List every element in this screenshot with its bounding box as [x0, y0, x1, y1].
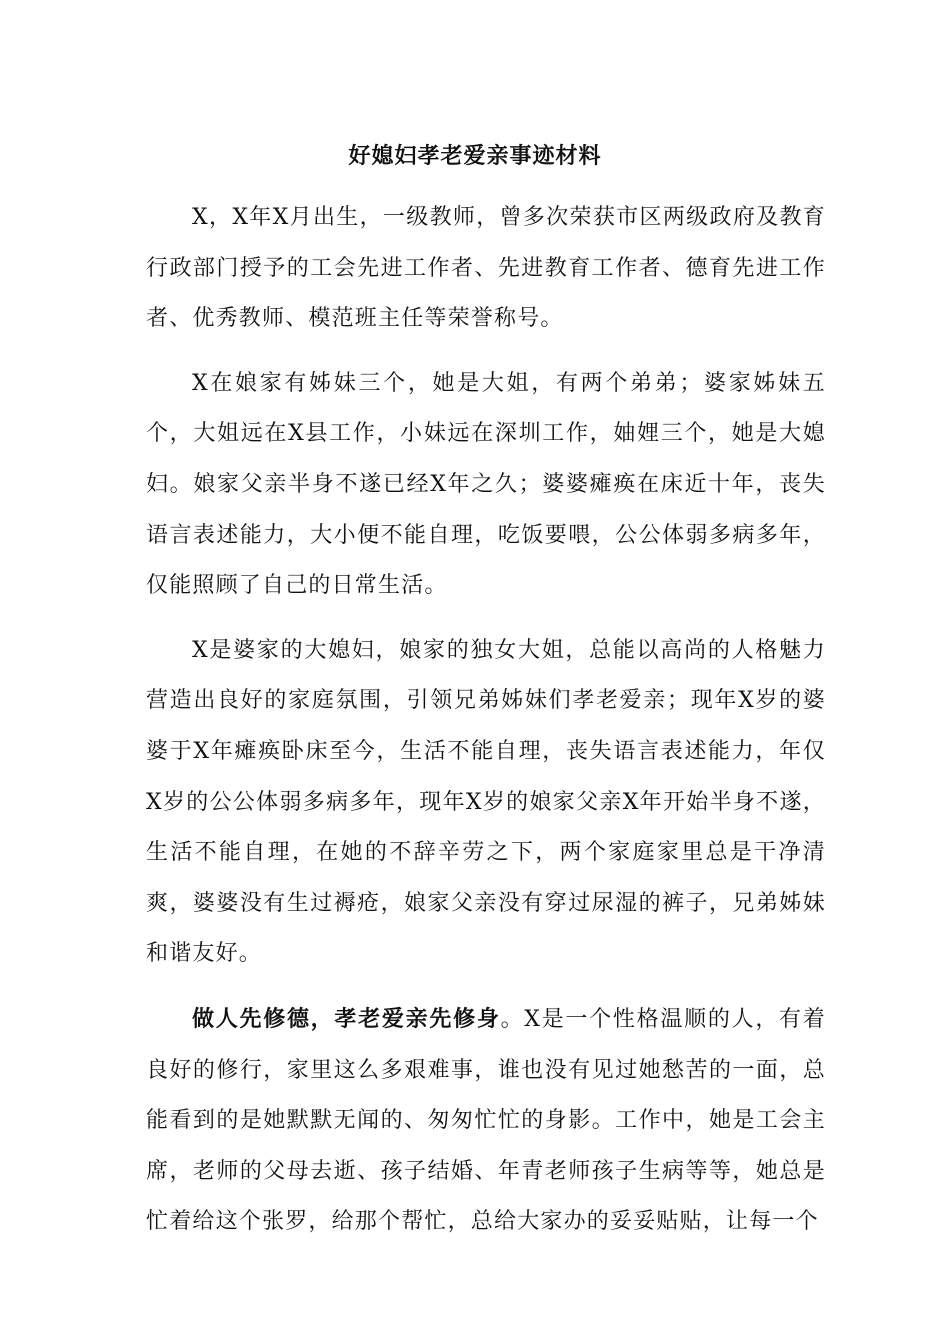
paragraph-3: [146, 626, 826, 980]
paragraph-text: 。X是一个性格温顺的人，有着良好的修行，家里这么多艰难事，谁也没有见过她愁苦的一面，总能看到的是她默默无闻的、匆匆忙忙的身影。工作中，她是工会主席，老师的父母去逝、孩子结婚、年青老师孩子生病等等，她总是忙着给这个张罗，给那个帮忙，总给大家办的妥妥贴贴，让每一个: [146, 1006, 826, 1235]
document-body: [146, 193, 826, 1262]
paragraph-text: X在娘家有姊妹三个，她是大姐，有两个弟弟；婆家姊妹五个，大姐远在X县工作，小妹远在深圳工作，妯娌三个，她是大媳妇。娘家父亲半身不遂已经X年之久；婆婆瘫痪在床近十年，丧失语言表述能力，大小便不能自理，吃饭要喂，公公体弱多病多年，仅能照顾了自己的日常生活。: [146, 370, 826, 599]
paragraph-2: [146, 359, 826, 612]
document-title: 好媳妇孝老爱亲事迹材料: [348, 143, 602, 169]
paragraph-4: [146, 994, 826, 1248]
paragraph-text: X，X年X月出生，一级教师，曾多次荣获市区两级政府及教育行政部门授予的工会先进工作者、先进教育工作者、德育先进工作者、优秀教师、模范班主任等荣誉称号。: [146, 205, 826, 332]
paragraph-text: X是婆家的大媳妇，娘家的独女大姐，总能以高尚的人格魅力营造出良好的家庭氛围，引领兄弟姊妹们孝老爱亲；现年X岁的婆婆于X年瘫痪卧床至今，生活不能自理，丧失语言表述能力，年仅X岁的公公体弱多病多年，现年X岁的娘家父亲X年开始半身不遂，生活不能自理，在她的不辞辛劳之下，两个家庭家里总是干净清爽，婆婆没有生过褥疮，娘家父亲没有穿过尿湿的裤子，兄弟姊妹和谐友好。: [146, 637, 826, 967]
paragraph-1: [146, 193, 826, 345]
paragraph-lead-bold: 做人先修德，孝老爱亲先修身: [192, 1005, 501, 1032]
